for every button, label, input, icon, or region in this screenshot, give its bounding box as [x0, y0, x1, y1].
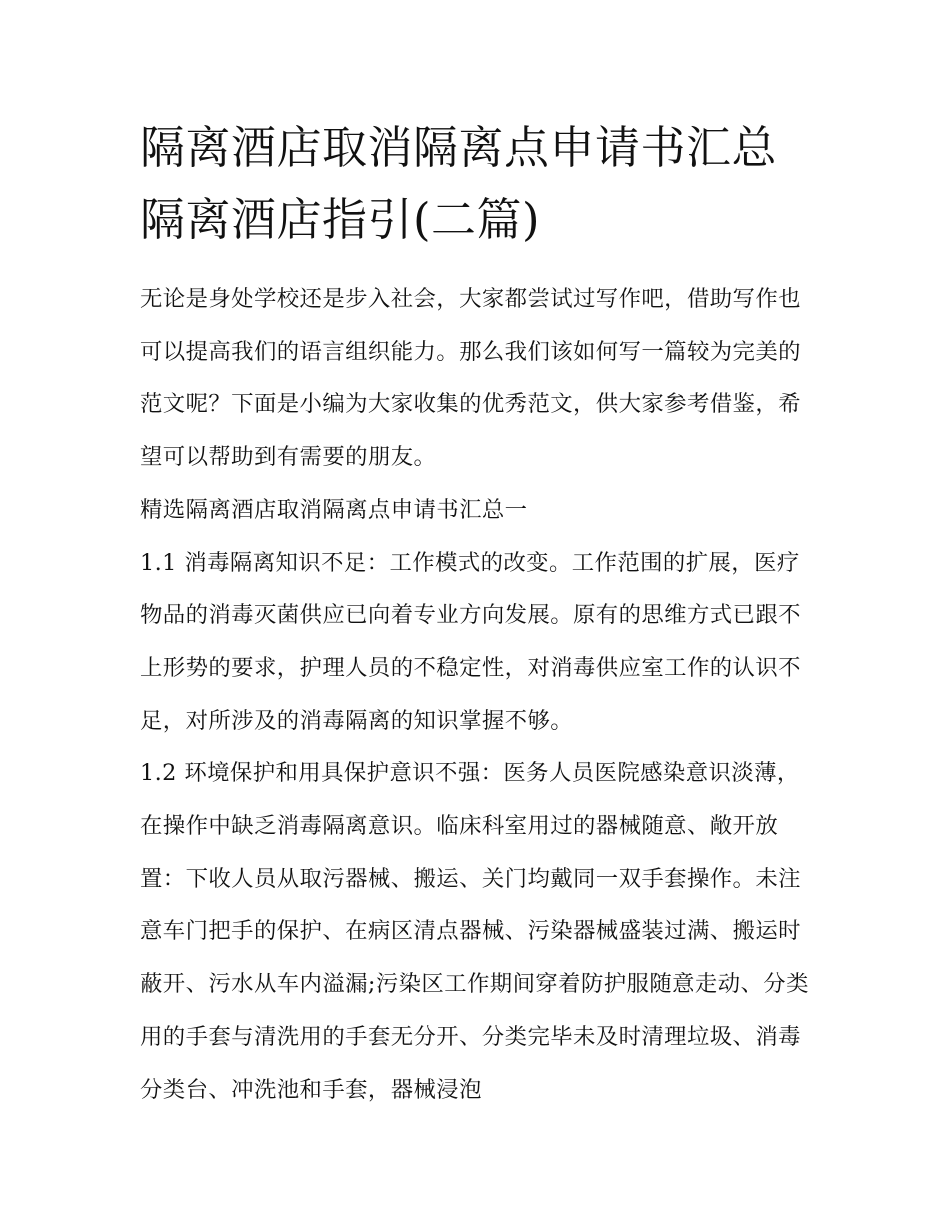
paragraph-1-2: 1.2 环境保护和用具保护意识不强：医务人员医院感染意识淡薄，在操作中缺乏消毒隔离意识。临床科室用过的器械随意、敞开放置：下收人员从取污器械、搬运、关门均戴同一双手套操作。未注意车门把手的保护、在病区清点器械、污染器械盛装过满、搬运时蔽开、污水从车内溢漏;污染区工作期间穿着防护服随意走动、分类用的手套与清洗用的手套无分开、分类完毕未及时清理垃圾、消毒分类台、冲洗池和手套，器械浸泡: [140, 760, 809, 1103]
intro-paragraph: 无论是身处学校还是步入社会，大家都尝试过写作吧，借助写作也可以提高我们的语言组织能力。那么我们该如何写一篇较为完美的范文呢？下面是小编为大家收集的优秀范文，供大家参考借鉴，希望可以帮助到有需要的朋友。: [140, 286, 801, 471]
section-heading: 精选隔离酒店取消隔离点申请书汇总一: [140, 496, 528, 523]
document-body: [140, 112, 812, 1116]
paragraph-1-1: 1.1 消毒隔离知识不足：工作模式的改变。工作范围的扩展，医疗物品的消毒灭菌供应已向着专业方向发展。原有的思维方式已跟不上形势的要求，护理人员的不稳定性，对消毒供应室工作的认识不足，对所涉及的消毒隔离的知识掌握不够。: [140, 549, 801, 734]
document-title: 隔离酒店取消隔离点申请书汇总 隔离酒店指引(二篇): [140, 121, 778, 246]
